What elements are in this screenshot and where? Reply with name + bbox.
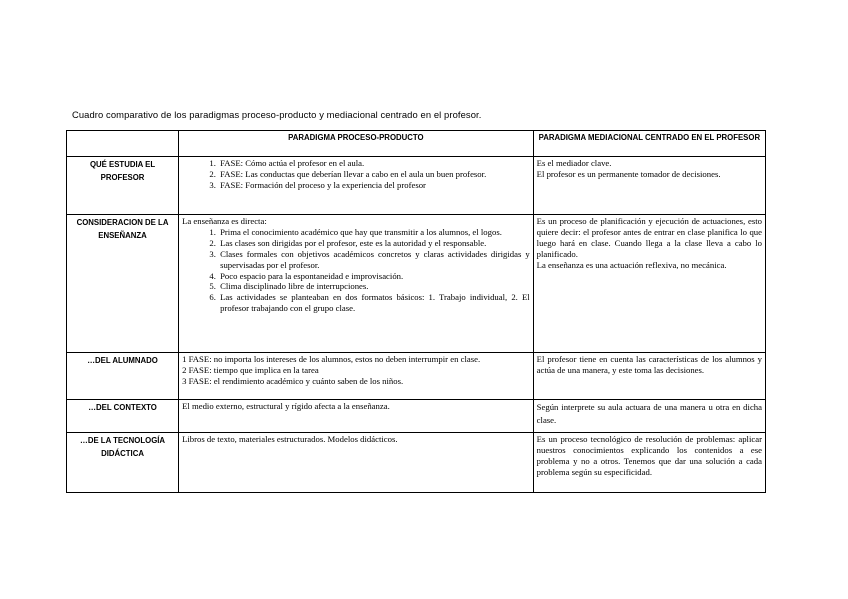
cell-line: 2 FASE: tiempo que implica en la tarea [182,364,319,375]
cell-proceso-alumnado [179,353,534,400]
list-item: 2. FASE: Las conductas que deberían llevar a cabo en el aula un buen profesor. [218,169,530,180]
fase-list [182,158,530,191]
list-item: 3. FASE: Formación del proceso y la experiencia del profesor [218,180,530,191]
cell-text: El medio externo, estructural y rígido afecta a la enseñanza. [182,401,390,411]
list-item: 4. Poco espacio para la espontaneidad e improvisación. [218,271,530,282]
cell-proceso-contexto [179,400,534,433]
cell-text: Es un proceso de planificación y ejecución de actuaciones, esto quiere decir: el profesor antes de entrar en clase planifica lo que luego hará en clase. Cuando llega a la clase lleva a cabo lo planificado. [536,216,762,259]
row-label-que-estudia: QUÉ ESTUDIA EL PROFESOR [67,157,179,215]
cell-line: La enseñanza es una actuación reflexiva, no mecánica. [536,259,727,270]
row-label-tecnologia: …DE LA TECNOLOGÍA DIDÁCTICA [67,433,179,493]
table-row [67,400,766,433]
list-item: 6. Las actividades se planteaban en dos formatos básicos: 1. Trabajo individual, 2. El profesor trabajando con el grupo clase. [218,292,530,314]
cell-text: Según interprete su aula actuara de una manera u otra en dicha clase. [536,402,762,425]
cell-mediacional-tecnologia [533,433,765,493]
cell-line: El profesor es un permanente tomador de decisiones. [536,168,721,179]
row-label-alumnado: …DEL ALUMNADO [67,353,179,400]
table-header-row [67,131,766,157]
cell-proceso-consideracion [179,215,534,353]
comparison-table [66,130,766,493]
list-item: 5. Clima disciplinado libre de interrupciones. [218,281,530,292]
cell-line: 3 FASE: el rendimiento académico y cuánto saben de los niños. [182,375,404,386]
cell-mediacional-contexto [533,400,765,433]
list-item: 1. FASE: Cómo actúa el profesor en el aula. [218,158,530,169]
cell-proceso-tecnologia [179,433,534,493]
cell-mediacional-consideracion [533,215,765,353]
table-row [67,433,766,493]
cell-line: 1 FASE: no importa los intereses de los alumnos, estos no deben interrumpir en clase. [182,354,481,364]
header-mediacional: PARADIGMA MEDIACIONAL CENTRADO EN EL PROFESOR [533,131,765,157]
row-label-consideracion: CONSIDERACION DE LA ENSEÑANZA [67,215,179,353]
cell-mediacional-alumnado [533,353,765,400]
cell-text: Libros de texto, materiales estructurados. Modelos didácticos. [182,434,398,444]
cell-intro: La enseñanza es directa: [182,216,267,226]
table-row [67,215,766,353]
cell-text: El profesor tiene en cuenta las características de los alumnos y actúa de una manera, y este toma las decisiones. [536,354,762,375]
header-proceso-producto: PARADIGMA PROCESO-PRODUCTO [179,131,534,157]
header-empty-cell [67,131,179,157]
document-caption: Cuadro comparativo de los paradigmas proceso-producto y mediacional centrado en el profesor. [72,109,482,120]
cell-mediacional-que-estudia [533,157,765,215]
cell-text: Es un proceso tecnológico de resolución de problemas: aplicar nuestros conocimientos explicando los contenidos a ese problema y no a otros. Tenemos que dar una solución a cada problema según su especificidad. [536,434,762,477]
row-label-contexto: …DEL CONTEXTO [67,400,179,433]
cell-line: Es el mediador clave. [536,158,612,168]
table-row [67,353,766,400]
table-row [67,157,766,215]
ensenanza-list [182,227,530,314]
list-item: 2. Las clases son dirigidas por el profesor, este es la autoridad y el responsable. [218,238,530,249]
list-item: 1. Prima el conocimiento académico que hay que transmitir a los alumnos, el logos. [218,227,530,238]
list-item: 3. Clases formales con objetivos académicos concretos y claras actividades dirigidas y supervisadas por el profesor. [218,249,530,271]
cell-proceso-que-estudia [179,157,534,215]
